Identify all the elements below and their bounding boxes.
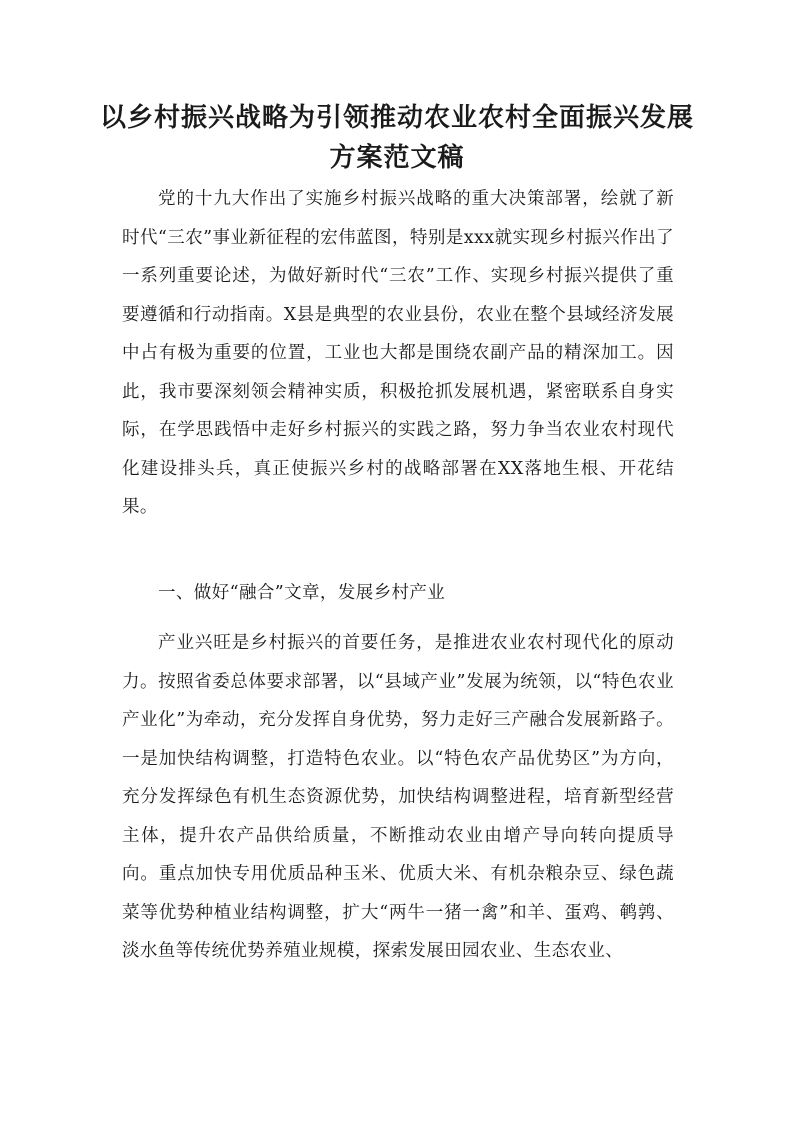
intro-paragraph: 党的十九大作出了实施乡村振兴战略的重大决策部署，绘就了新时代“三农”事业新征程的宏伟蓝图，特别是xxx就实现乡村振兴作出了一系列重要论述，为做好新时代“三农”工作、实现乡村振兴提供了重要遵循和行动指南。X县是典型的农业县份，农业在整个县域经济发展中占有极为重要的位置，工业也大都是围绕农副产品的精深加工。因此，我市要深刻领会精神实质，积极抢抓发展机遇，紧密联系自身实际，在学思践悟中走好乡村振兴的实践之路，努力争当农业农村现代化建设排头兵，真正使振兴乡村的战略部署在XX落地生根、开花结果。: [122, 189, 674, 517]
document-title-line-2: 方案范文稿: [329, 143, 465, 173]
document-title-line-1: 以乡村振兴战略为引领推动农业农村全面振兴发展: [100, 103, 695, 133]
section-1-heading: 一、做好“融合”文章，发展乡村产业: [158, 583, 446, 603]
section-1-paragraph: 产业兴旺是乡村振兴的首要任务，是推进农业农村现代化的原动力。按照省委总体要求部署，以“县域产业”发展为统领，以“特色农业产业化”为牵动，充分发挥自身优势，努力走好三产融合发展新路子。一是加快结构调整，打造特色农业。以“特色农产品优势区”为方向，充分发挥绿色有机生态资源优势，加快结构调整进程，培育新型经营主体，提升农产品供给质量，不断推动农业由增产导向转向提质导向。重点加快专用优质品种玉米、优质大米、有机杂粮杂豆、绿色蔬菜等优势种植业结构调整，扩大“两牛一猪一禽”和羊、蛋鸡、鹌鹑、淡水鱼等传统优势养殖业规模，探索发展田园农业、生态农业、: [122, 633, 674, 961]
